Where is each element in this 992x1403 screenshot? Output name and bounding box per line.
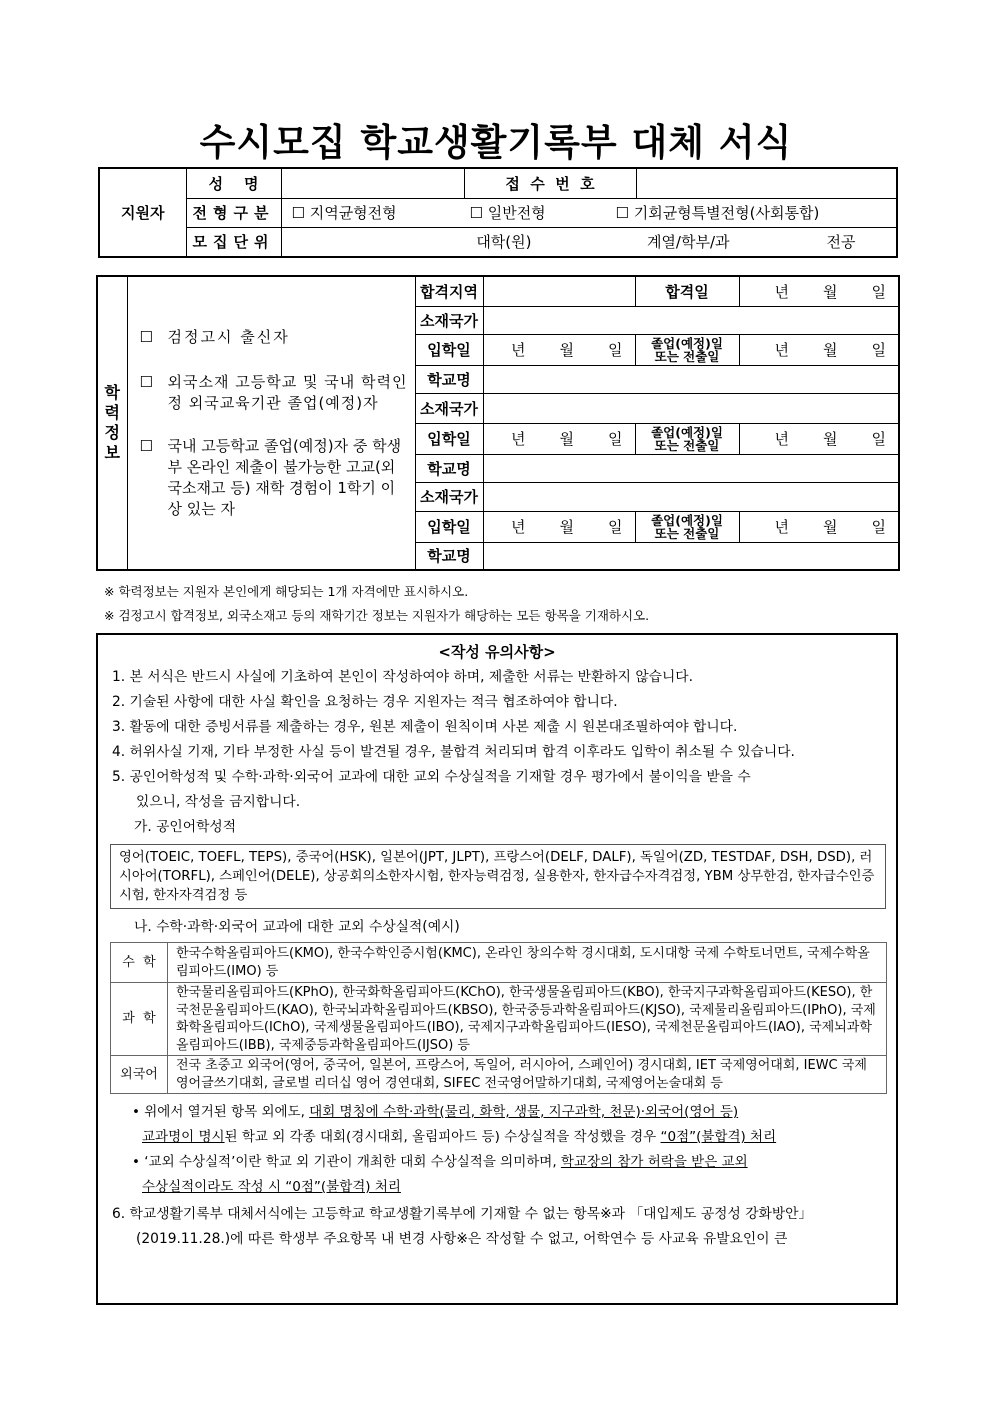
type-option-general[interactable]: ☐ 일반전형 — [469, 204, 546, 222]
award-subject: 과 학 — [111, 983, 168, 1056]
page-title: 수시모집 학교생활기록부 대체 서식 — [199, 121, 793, 164]
graduation-label: 졸업(예정)일 또는 전출일 — [635, 511, 739, 542]
exam-number-field[interactable] — [636, 168, 897, 198]
award-subject: 수 학 — [111, 943, 168, 983]
graduation-label: 졸업(예정)일 또는 전출일 — [635, 334, 739, 365]
pass-region-field[interactable] — [483, 276, 635, 306]
school-label: 학교명 — [415, 365, 483, 393]
country-field[interactable] — [483, 306, 899, 334]
education-table — [96, 275, 900, 571]
checkbox-foreign-school[interactable]: ☐ 외국소재 고등학교 및 국내 학력인정 외국교육기관 졸업(예정)자 — [139, 372, 408, 412]
graduation-field[interactable]: 년 월 일 — [739, 423, 899, 454]
country-label: 소재국가 — [415, 393, 483, 423]
unit-major: 전공 — [826, 233, 856, 252]
admission-label: 입학일 — [415, 334, 483, 365]
rule-4: 4. 허위사실 기재, 기타 부정한 사실 등이 발견될 경우, 불합격 처리되며 합격 이후라도 입학이 취소될 수 있습니다. — [112, 744, 795, 760]
admission-label: 입학일 — [415, 511, 483, 542]
school-field[interactable] — [483, 365, 899, 393]
sub-heading-a: 가. 공인어학성적 — [134, 819, 237, 835]
rule-5b: 있으니, 작성을 금지합니다. — [136, 794, 301, 810]
bullet-2: • ‘교외 수상실적’이란 학교 외 기관이 개최한 대회 수상실적을 의미하며, 학교장의 참가 허락을 받은 교외 수상실적이라도 작성 시 “0점”(불합격) 처리 — [132, 1154, 748, 1195]
checkbox-ged[interactable]: ☐ 검정고시 출신자 — [139, 327, 290, 346]
admission-field[interactable]: 년 월 일 — [483, 423, 635, 454]
pass-region-label: 합격지역 — [415, 276, 483, 306]
rule-6b: (2019.11.28.)에 따른 학생부 주요항목 내 변경 사항※은 작성할 수 없고, 어학연수 등 사교육 유발요인이 큰 — [136, 1231, 788, 1247]
bullet-1: • 위에서 열거된 항목 외에도, 대회 명칭에 수학·과학(물리, 화학, 생물, 지구과학, 천문)·외국어(영어 등) 교과명이 명시된 학교 외 각종 대회(경시대회, 올림피아드 등) 수상실적을 작성했을 경우 “0점”(불합격) 처리 — [132, 1104, 777, 1145]
name-label: 성 명 — [186, 168, 281, 198]
country-field[interactable] — [483, 393, 899, 423]
unit-department: 계열/학부/과 — [646, 233, 730, 252]
checkbox-domestic-school[interactable]: ☐ 국내 고등학교 졸업(예정)자 중 학생부 온라인 제출이 불가능한 고교(외국소재고 등) 재학 경험이 1학기 이상 있는 자 — [139, 436, 402, 518]
note-2: ※ 검정고시 합격정보, 외국소재고 등의 재학기간 정보는 지원자가 해당하는 모든 항목을 기재하시오. — [104, 608, 650, 623]
award-text: 한국물리올림피아드(KPhO), 한국화학올림피아드(KChO), 한국생물올림피아드(KBO), 한국지구과학올림피아드(KESO), 한국천문올림피아드(KAO), 한국뇌과학올림피아드(KBSO), 한국중등과학올림피아드(KJSO), 국제물리올림피아드(IPhO), 국제화학올림피아드(IChO), 국제생물올림피아드(IBO), 국제지구과학올림피아드(IESO), 국제천문올림피아드(IAO), 국제뇌과학올림피아드(IBB), 국제중등과학올림피아드(IJSO) 등 — [168, 983, 887, 1056]
rule-3: 3. 활동에 대한 증빙서류를 제출하는 경우, 원본 제출이 원칙이며 사본 제출 시 원본대조필하여야 합니다. — [112, 719, 738, 735]
country-label: 소재국가 — [415, 482, 483, 511]
name-field[interactable] — [281, 168, 464, 198]
language-tests-box: 영어(TOEIC, TOEFL, TEPS), 중국어(HSK), 일본어(JPT, JLPT), 프랑스어(DELF, DALF), 독일어(ZD, TESTDAF, DSH, DSD), 러시아어(TORFL), 스페인어(DELE), 상공회의소한자시험, 한자능력검정, 실용한자, 한자급수자격검정, YBM 상무한검, 한자급수인증시험, 한자자격검정 등 — [110, 844, 886, 909]
award-text: 한국수학올림피아드(KMO), 한국수학인증시험(KMC), 온라인 창의수학 경시대회, 도시대항 국제 수학토너먼트, 국제수학올림피아드(IMO) 등 — [168, 943, 887, 983]
applicant-section-label: 지원자 — [99, 168, 186, 257]
unit-field[interactable] — [281, 227, 897, 257]
rule-6a: 6. 학교생활기록부 대체서식에는 고등학교 학교생활기록부에 기재할 수 없는 항목※과 「대입제도 공정성 강화방안」 — [112, 1206, 813, 1222]
pass-date-label: 합격일 — [635, 276, 739, 306]
award-row-math — [111, 943, 887, 983]
rule-2: 2. 기술된 사항에 대한 사실 확인을 요청하는 경우 지원자는 적극 협조하여야 합니다. — [112, 694, 618, 710]
award-row-science — [111, 983, 887, 1056]
award-text: 전국 초중고 외국어(영어, 중국어, 일본어, 프랑스어, 독일어, 러시아어, 스페인어) 경시대회, IET 국제영어대회, IEWC 국제영어글쓰기대회, 글로벌 리더십 영어 경연대회, SIFEC 전국영어말하기대회, 국제영어논술대회 등 — [168, 1056, 887, 1094]
school-label: 학교명 — [415, 454, 483, 482]
type-options — [281, 198, 897, 227]
school-field[interactable] — [483, 454, 899, 482]
graduation-field[interactable]: 년 월 일 — [739, 511, 899, 542]
pass-date-field[interactable]: 년 월 일 — [739, 276, 899, 306]
rule-5a: 5. 공인어학성적 및 수학·과학·외국어 교과에 대한 교외 수상실적을 기재할 경우 평가에서 불이익을 받을 수 — [112, 769, 751, 785]
award-row-language — [111, 1056, 887, 1094]
note-1: ※ 학력정보는 지원자 본인에게 해당되는 1개 자격에만 표시하시오. — [104, 584, 469, 599]
unit-label: 모집단위 — [186, 227, 281, 257]
graduation-label: 졸업(예정)일 또는 전출일 — [635, 423, 739, 454]
exam-number-label: 접 수 번 호 — [464, 168, 636, 198]
graduation-field[interactable]: 년 월 일 — [739, 334, 899, 365]
guide-heading: <작성 유의사항> — [438, 643, 556, 661]
awards-table — [110, 942, 887, 1094]
country-label: 소재국가 — [415, 306, 483, 334]
award-subject: 외국어 — [111, 1056, 168, 1094]
unit-college: 대학(원) — [476, 233, 532, 252]
admission-field[interactable]: 년 월 일 — [483, 511, 635, 542]
guide-box — [96, 633, 898, 1305]
country-field[interactable] — [483, 482, 899, 511]
admission-label: 입학일 — [415, 423, 483, 454]
type-option-regional[interactable]: ☐ 지역균형전형 — [291, 204, 397, 222]
education-checkbox-list — [127, 276, 415, 570]
education-section-label: 학력정보 — [97, 276, 127, 570]
type-option-opportunity[interactable]: ☐ 기회균형특별전형(사회통합) — [615, 204, 820, 222]
school-label: 학교명 — [415, 542, 483, 570]
rule-1: 1. 본 서식은 반드시 사실에 기초하여 본인이 작성하여야 하며, 제출한 서류는 반환하지 않습니다. — [112, 669, 694, 685]
applicant-table — [98, 167, 898, 258]
type-label: 전형구분 — [186, 198, 281, 227]
admission-field[interactable]: 년 월 일 — [483, 334, 635, 365]
sub-heading-b: 나. 수학·과학·외국어 교과에 대한 교외 수상실적(예시) — [134, 919, 460, 935]
school-field[interactable] — [483, 542, 899, 570]
